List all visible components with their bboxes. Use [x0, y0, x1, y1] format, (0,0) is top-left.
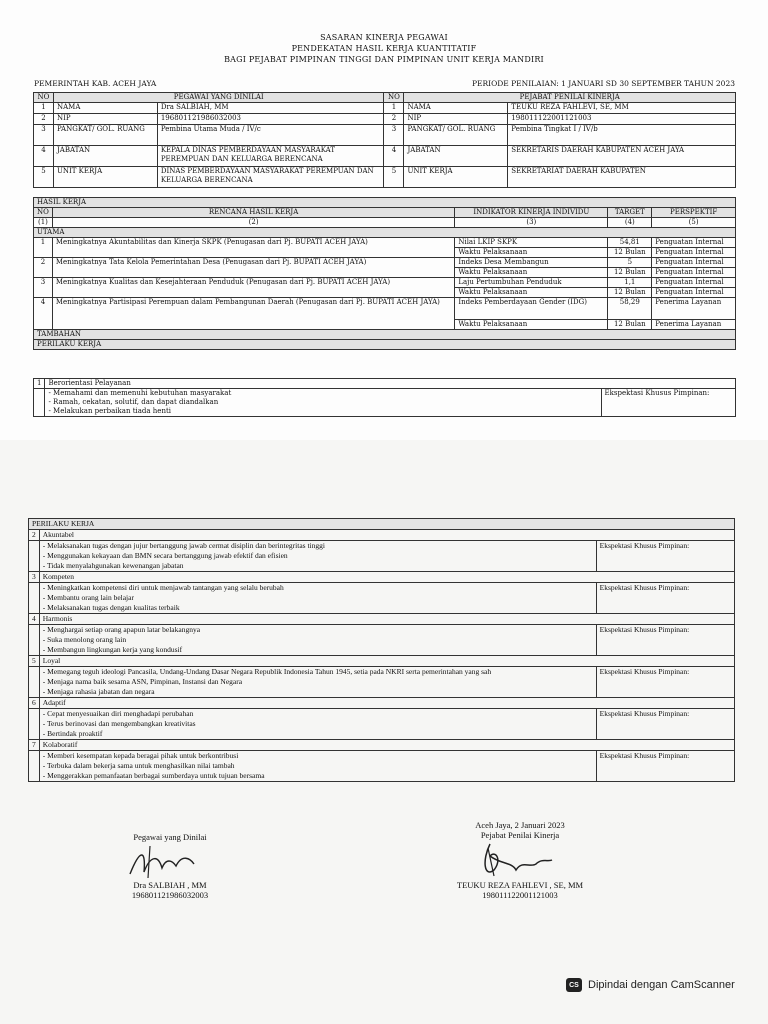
place-date: Aceh Jaya, 2 Januari 2023 — [475, 820, 565, 830]
camscanner-watermark — [566, 978, 735, 992]
period: PERIODE PENILAIAN: 1 JANUARI SD 30 SEPTEMBER TAHUN 2023 — [471, 79, 735, 88]
doc-title-3: BAGI PEJABAT PIMPINAN TINGGI DAN PIMPINAN UNIT KERJA MANDIRI — [224, 55, 544, 64]
right-nip: 198011122001121003 — [482, 890, 558, 900]
table-row: 1 Meningkatnya Akuntabilitas dan Kinerja SKPK (Penugasan dari Pj. BUPATI ACEH JAYA) Nilai LKIP SKPK 54,81 Penguatan Internal — [34, 238, 736, 248]
ekspektasi-label: Ekspektasi Khusus Pimpinan: — [601, 389, 735, 417]
no-header: NO — [384, 93, 404, 103]
hasil-kerja-table: HASIL KERJA NO RENCANA HASIL KERJA INDIKATOR KINERJA INDIVIDU TARGET PERSPEKTIF (1) (2) (3) (4) (5) UTAMA 1 Meningkatnya Akuntabilitas dan Kinerja SKPK (Penugasan dari Pj. BUPATI ACEH JAYA) Nilai LKIP SKPK 54,81 Penguatan Internal Waktu Pelaksanaan 12 Bulan Penguatan Internal 2 Meningkatnya Tata Kelola Pemerintahan Desa (Penugasan dari Pj. BUPATI ACEH JAYA) Indeks Desa Membangun 5 Penguatan Internal Waktu Pelaksanaan 12 Bulan Penguatan Internal 3 Meningkatnya Kualitas dan Kesejahteraan Penduduk (Penugasan dari Pj. BUPATI ACEH JAYA) Laju Pertumbuhan Penduduk 1,1 Penguatan Internal Waktu Pelaksanaan 12 Bulan Penguatan Internal 4 Meningkatnya Partisipasi Perempuan dalam Pembangunan Daerah (Penugasan dari Pj. BUPATI ACEH JAYA) Indeks Pemberdayaan Gender (IDG) 58,29 Penerima Layanan Waktu Pelaksanaan 12 Bulan Penerima Layanan TAMBAHAN PERILAKU KERJA — [33, 197, 736, 350]
page-one — [0, 0, 768, 440]
pegawai-header: PEGAWAI YANG DINILAI — [53, 93, 383, 103]
left-title: Pegawai yang Dinilai — [133, 832, 207, 842]
no-header: NO — [34, 93, 54, 103]
right-signature-block — [440, 820, 600, 900]
right-name: TEUKU REZA FAHLEVI , SE, MM — [456, 880, 584, 890]
right-signature-icon — [460, 840, 580, 880]
pegawai-nip: 196801121986032003 — [157, 114, 384, 125]
page-two — [0, 440, 768, 1024]
section-utama: UTAMA — [34, 228, 736, 238]
table-row: 3 Meningkatnya Kualitas dan Kesejahteraan Penduduk (Penugasan dari Pj. BUPATI ACEH JAYA) Laju Pertumbuhan Penduduk 1,1 Penguatan Internal — [34, 278, 736, 288]
perilaku-table: PERILAKU KERJA 2 Akuntabel - Melaksanakan tugas dengan jujur bertanggung jawab cermat disiplin dan berintegritas tinggi - Menggunakan kekayaan dan BMN secara bertanggung jawab efektif dan efisien - Tidak menyalahgunakan kewenangan jabatan Ekspektasi Khusus Pimpinan: 3 Kompeten - Meningkatkan kompetensi diri untuk menjawab tantangan yang selalu berubah - Membantu orang lain belajar - Melaksanakan tugas dengan kualitas terbaik Ekspektasi Khusus Pimpinan: 4 Harmonis - Menghargai setiap orang apapun latar belakangnya - Suka menolong orang lain - Membangun lingkungan kerja yang kondusif Ekspektasi Khusus Pimpinan: 5 Loyal - Memegang teguh ideologi Pancasila, Undang-Undang Dasar Negara Republik Indonesia Tahun 1945, setia pada NKRI serta pemerintahan yang sah - Menjaga nama baik sesama ASN, Pimpinan, Instansi dan Negara - Menjaga rahasia jabatan dan negara Ekspektasi Khusus Pimpinan: 6 Adaptif - Cepat menyesuaikan diri menghadapi perubahan - Terus berinovasi dan mengembangkan kreativitas - Bertindak proaktif Ekspektasi Khusus Pimpinan: 7 Kolaboratif - Memberi kesempatan kepada beragai pihak untuk berkontribusi - Terbuka dalam bekerja sama untuk menghasilkan nilai tambah - Menggerakkan pemanfaatan berbagai sumberdaya untuk tujuan bersama Ekspektasi Khusus Pimpinan: — [28, 518, 735, 782]
camscanner-text: Dipindai dengan CamScanner — [588, 979, 735, 991]
pegawai-name: Dra SALBIAH, MM — [157, 103, 384, 114]
pejabat-name: TEUKU REZA FAHLEVI, SE, MM — [508, 103, 736, 114]
identity-table: NO PEGAWAI YANG DINILAI NO PEJABAT PENILAI KINERJA 1 NAMA Dra SALBIAH, MM 1 NAMA TEUKU REZA FAHLEVI, SE, MM 2 NIP 196801121986032003 2 NIP 198011122001121003 3 PANGKAT/ GOL. RUANG Pembina Utama Muda / IV/c 3 PANGKAT/ GOL. RUANG Pembina Tingkat I / IV/b 4 JABATAN KEPALA DINAS PEMBERDAYAAN MASYARAKAT PEREMPUAN DAN KELUARGA BERENCANA 4 JABATAN SEKRETARIS DAERAH KABUPATEN ACEH JAYA 5 UNIT KERJA DINAS PEMBERDAYAAN MASYARAKAT PEREMPUAN DAN KELUARGA BERENCANA 5 UNIT KERJA SEKRETARIAT DAERAH KABUPATEN — [33, 92, 736, 188]
section-perilaku: PERILAKU KERJA — [29, 519, 735, 530]
section-tambahan: TAMBAHAN — [34, 330, 736, 340]
perilaku-one-table: 1 Berorientasi Pelayanan - Memahami dan memenuhi kebutuhan masyarakat - Ramah, cekatan, solutif, dan dapat diandalkan - Melakukan perbaikan tiada henti Ekspektasi Khusus Pimpinan: — [33, 378, 736, 417]
right-title: Pejabat Penilai Kinerja — [480, 830, 560, 840]
table-row: 2 Meningkatnya Tata Kelola Pemerintahan Desa (Penugasan dari Pj. BUPATI ACEH JAYA) Indeks Desa Membangun 5 Penguatan Internal — [34, 258, 736, 268]
left-signature-icon — [110, 844, 230, 880]
pejabat-header: PEJABAT PENILAI KINERJA — [404, 93, 736, 103]
section-hasil: HASIL KERJA — [34, 198, 736, 208]
left-name: Dra SALBIAH , MM — [133, 880, 207, 890]
camscanner-logo-icon: CS — [566, 978, 582, 992]
doc-title-1: SASARAN KINERJA PEGAWAI — [320, 33, 448, 42]
left-signature-block — [100, 832, 240, 900]
doc-title-2: PENDEKATAN HASIL KERJA KUANTITATIF — [291, 44, 477, 53]
institution: PEMERINTAH KAB. ACEH JAYA — [34, 79, 157, 88]
table-row: 4 Meningkatnya Partisipasi Perempuan dalam Pembangunan Daerah (Penugasan dari Pj. BUPATI ACEH JAYA) Indeks Pemberdayaan Gender (IDG) 58,29 Penerima Layanan — [34, 298, 736, 320]
section-perilaku: PERILAKU KERJA — [34, 340, 736, 350]
pejabat-nip: 198011122001121003 — [508, 114, 736, 125]
left-nip: 196801121986032003 — [131, 890, 209, 900]
